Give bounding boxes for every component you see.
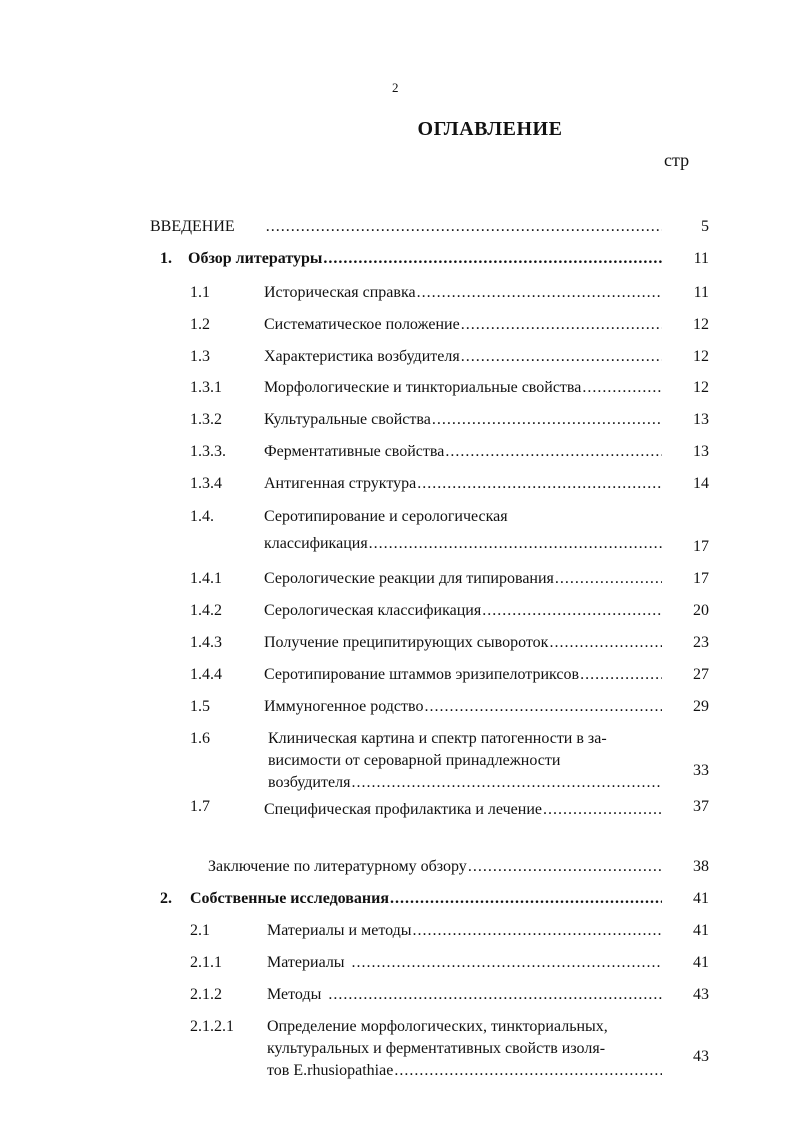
toc-entry-page: 43 xyxy=(693,986,709,1003)
leader-dots xyxy=(461,346,662,368)
toc-entry-page: 41 xyxy=(693,922,709,939)
toc-entry-number: 1.3.1 xyxy=(190,379,222,396)
leader-dots xyxy=(352,952,662,974)
toc-entry-title: Серологические реакции для типирования xyxy=(264,570,554,587)
toc-entry-title-line: Определение морфологических, тинкториальных, xyxy=(267,1018,608,1035)
toc-entry-title: ВВЕДЕНИЕ xyxy=(150,218,235,235)
toc-entry-number: 2.1.2 xyxy=(190,986,222,1003)
toc-entry-number: 1.4.4 xyxy=(190,666,222,683)
toc-entry-page: 13 xyxy=(693,411,709,428)
toc-entry-page: 12 xyxy=(693,316,709,333)
toc-entry-page: 13 xyxy=(693,443,709,460)
toc-entry-number: 2.1.1 xyxy=(190,954,222,971)
toc-entry-title-line: классификация xyxy=(264,535,368,552)
toc-entry-title: Историческая справка xyxy=(264,284,416,301)
toc-entry-title: Антигенная структура xyxy=(264,475,417,492)
toc-entry-page: 17 xyxy=(693,570,709,587)
leader-dots xyxy=(461,314,662,336)
toc-entry-number: 1.7 xyxy=(190,798,210,815)
leader-dots xyxy=(424,696,662,718)
toc-entry-number: 1.6 xyxy=(190,730,210,747)
leader-dots xyxy=(580,664,662,686)
leader-dots xyxy=(555,568,662,590)
toc-entry-number: 2. xyxy=(160,890,172,907)
toc-entry-title: Специфическая профилактика и лечение xyxy=(264,801,542,818)
toc-entry-page: 12 xyxy=(693,379,709,396)
toc-entry-title: Ферментативные свойства xyxy=(264,443,445,460)
toc-entry-number: 1.5 xyxy=(190,698,210,715)
leader-dots xyxy=(543,799,662,821)
leader-dots xyxy=(549,632,662,654)
toc-entry-title-line: культуральных и ферментативных свойств изоля- xyxy=(267,1040,606,1057)
toc-entry-title: Систематическое положение xyxy=(264,316,460,333)
toc-entry-page: 43 xyxy=(693,1048,709,1065)
toc-entry-page: 23 xyxy=(693,634,709,651)
toc-entry-page: 37 xyxy=(693,798,709,815)
toc-entry-title: Собственные исследования xyxy=(190,890,390,907)
leader-dots xyxy=(417,473,662,495)
toc-entry-title: Заключение по литературному обзору xyxy=(208,858,467,875)
toc-entry-number: 1.4. xyxy=(190,508,214,525)
leader-dots xyxy=(369,533,662,555)
toc-entry-title: Серотипирование штаммов эризипелотриксов xyxy=(264,666,580,683)
leader-dots xyxy=(417,282,662,304)
toc-entry-title-line: тов E.rhusiopathiae xyxy=(267,1062,394,1079)
toc-entry-number: 1.3.4 xyxy=(190,475,222,492)
toc-entry-number: 2.1 xyxy=(190,922,210,939)
toc-entry-1-4[interactable] xyxy=(0,506,793,566)
toc-entry-title-line: Клиническая картина и спектр патогенности в за- xyxy=(268,730,607,747)
leader-dots xyxy=(394,1060,662,1082)
toc-entry-page: 41 xyxy=(693,890,709,907)
leader-dots xyxy=(582,377,662,399)
toc-entry-title: Иммуногенное родство xyxy=(264,698,424,715)
toc-entry-page: 5 xyxy=(701,218,709,235)
toc-entry-page: 12 xyxy=(693,348,709,365)
leader-dots xyxy=(323,248,662,270)
toc-entry-2-1-2-1[interactable] xyxy=(0,1016,793,1086)
toc-entry-title: Методы xyxy=(267,986,322,1003)
page-title: ОГЛАВЛЕНИЕ xyxy=(417,118,563,140)
toc-entry-title-line: Серотипирование и серологическая xyxy=(264,508,508,525)
toc-entry-page: 27 xyxy=(693,666,709,683)
leader-dots xyxy=(482,600,662,622)
toc-entry-title: Характеристика возбудителя xyxy=(264,348,460,365)
leader-dots xyxy=(468,856,662,878)
toc-entry-number: 1.4.1 xyxy=(190,570,222,587)
toc-entry-title: Морфологические и тинкториальные свойства xyxy=(264,379,582,396)
toc-entry-number: 1.3.2 xyxy=(190,411,222,428)
page-number: 2 xyxy=(392,80,399,95)
toc-entry-page: 41 xyxy=(693,954,709,971)
toc-entry-page: 11 xyxy=(693,250,709,267)
toc-entry-page: 29 xyxy=(693,698,709,715)
leader-dots xyxy=(413,920,662,942)
page-column-label: стр xyxy=(664,150,690,170)
toc-entry-number: 1.3.3. xyxy=(190,443,226,460)
leader-dots xyxy=(351,772,662,794)
leader-dots xyxy=(445,441,662,463)
toc-entry-number: 2.1.2.1 xyxy=(190,1018,234,1035)
toc-entry-title-line: висимости от сероварной принадлежности xyxy=(268,752,561,769)
toc-entry-title: Культуральные свойства xyxy=(264,411,431,428)
toc-entry-page: 14 xyxy=(693,475,709,492)
toc-entry-1-6[interactable] xyxy=(0,728,793,798)
toc-entry-number: 1.3 xyxy=(190,348,210,365)
leader-dots xyxy=(432,409,662,431)
toc-entry-title-line: возбудителя xyxy=(268,774,351,791)
toc-entry-number: 1.4.2 xyxy=(190,602,222,619)
toc-entry-page: 20 xyxy=(693,602,709,619)
toc-entry-title: Серологическая классификация xyxy=(264,602,482,619)
toc-entry-number: 1. xyxy=(160,250,172,267)
leader-dots xyxy=(328,984,662,1006)
toc-entry-page: 33 xyxy=(693,762,709,779)
toc-entry-title: Материалы xyxy=(267,954,345,971)
leader-dots xyxy=(390,888,662,910)
toc-entry-page: 17 xyxy=(693,538,709,555)
toc-entry-title: Обзор литературы xyxy=(188,250,323,267)
toc-entry-number: 1.2 xyxy=(190,316,210,333)
toc-entry-number: 1.4.3 xyxy=(190,634,222,651)
toc-entry-title: Материалы и методы xyxy=(267,922,412,939)
leader-dots xyxy=(266,216,662,238)
toc-entry-number: 1.1 xyxy=(190,284,210,301)
toc-entry-page: 38 xyxy=(693,858,709,875)
toc-entry-page: 11 xyxy=(693,284,709,301)
toc-entry-title: Получение преципитирующих сывороток xyxy=(264,634,549,651)
